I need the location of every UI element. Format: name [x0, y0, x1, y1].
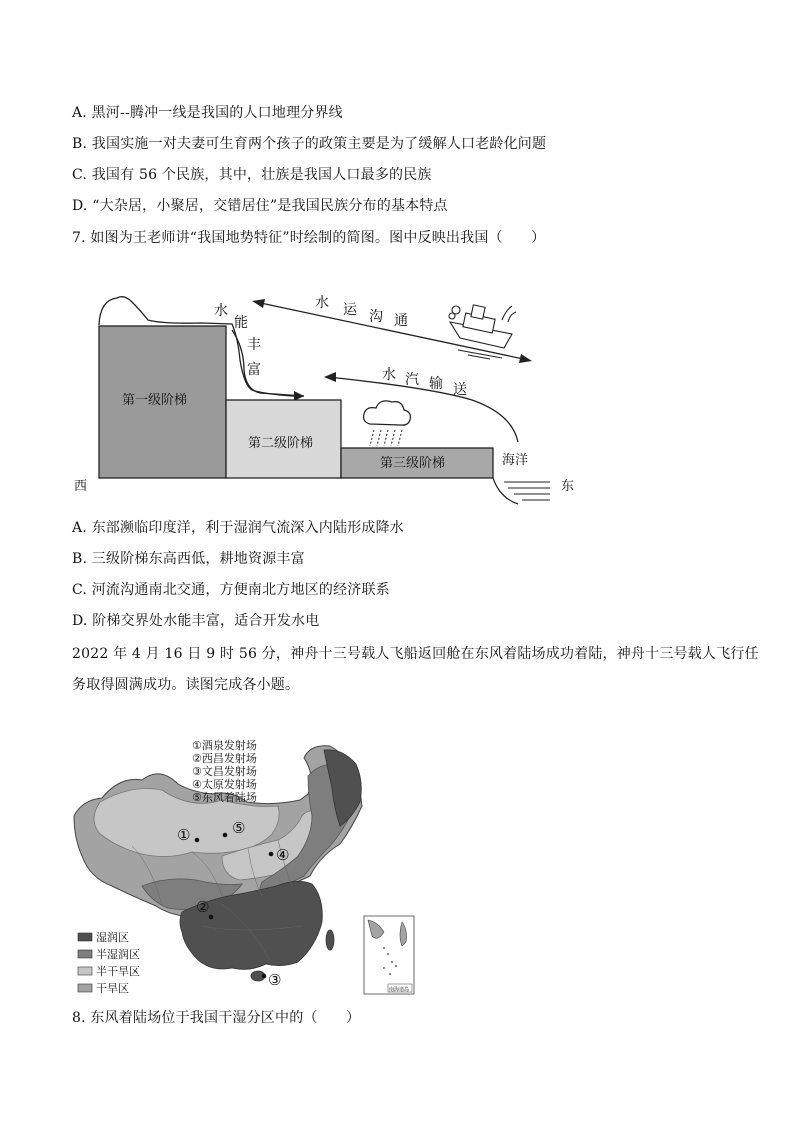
site-marker-5: ⑤: [232, 819, 246, 837]
site-marker-dot-4: [269, 852, 274, 857]
hydro-arrow: [232, 330, 304, 396]
water-transport-char-1: 水: [315, 295, 329, 311]
q7-option-c: C. 河流沟通南北交通，方便南北方地区的经济联系: [72, 582, 390, 598]
site-marker-dot-3: [262, 974, 267, 979]
south-china-sea-inset: [364, 916, 414, 994]
west-label: 西: [74, 479, 88, 494]
water-transport-char-2: 运: [343, 302, 357, 318]
hydro-char-1: 水: [214, 303, 228, 319]
hydro-char-3: 丰: [247, 337, 261, 353]
vapor-char-1: 水: [382, 367, 396, 383]
taiwan-island: [326, 930, 334, 950]
passage-line-1: 2022 年 4 月 16 日 9 时 56 分，神舟十三号载人飞船返回舱在东风着陆场成功着陆，神舟十三号载人飞行任: [72, 646, 759, 662]
rain-cloud-icon: [364, 401, 411, 446]
vapor-char-2: 汽: [405, 372, 419, 388]
step-1-label: 第一级阶梯: [122, 393, 188, 408]
site-legend-1: ①酒泉发射场: [192, 739, 257, 752]
site-marker-dot-5: [223, 833, 228, 838]
q6-option-d: D. “大杂居，小聚居，交错居住”是我国民族分布的基本特点: [72, 198, 448, 214]
q6-option-b: B. 我国实施一对夫妻可生育两个孩子的政策主要是为了缓解人口老龄化问题: [72, 136, 547, 152]
q8-stem: 8. 东风着陆场位于我国干湿分区中的（ ）: [72, 1010, 361, 1026]
site-marker-2: ②: [196, 898, 210, 916]
q6-option-c: C. 我国有 56 个民族，其中，壮族是我国人口最多的民族: [72, 167, 432, 183]
east-label: 东: [561, 479, 575, 494]
site-legend-3: ③文昌发射场: [192, 765, 257, 778]
legend-label-semi-arid: 半干旱区: [96, 965, 140, 978]
legend-swatch-semi-arid: [78, 967, 92, 975]
hydro-char-2: 能: [234, 315, 248, 331]
water-transport-arrowhead-left: [252, 299, 265, 308]
vapor-char-3: 输: [429, 376, 443, 392]
legend-swatch-arid: [78, 984, 92, 992]
hydro-char-4: 富: [247, 362, 261, 378]
water-transport-arrowhead-right: [519, 354, 532, 363]
vapor-char-4: 送: [453, 382, 467, 398]
legend-swatch-humid: [78, 933, 92, 941]
inset-label: 南海诸岛: [389, 987, 410, 993]
site-marker-dot-1: [195, 838, 200, 843]
q6-option-a: A. 黑河--腾冲一线是我国的人口地理分界线: [72, 105, 343, 121]
legend-label-arid: 干旱区: [96, 982, 129, 995]
site-marker-1: ①: [177, 826, 191, 844]
site-marker-3: ③: [268, 971, 282, 989]
ocean-label: 海洋: [502, 453, 529, 468]
site-marker-4: ④: [276, 846, 290, 864]
terrain-staircase-diagram: [72, 290, 592, 505]
vapor-transport-arrow: [328, 377, 518, 442]
legend-label-humid: 湿润区: [96, 931, 129, 944]
q7-stem: 7. 如图为王老师讲“我国地势特征”时绘制的简图。图中反映出我国（ ）: [72, 230, 546, 246]
site-legend-5: ⑤东风着陆场: [192, 791, 257, 804]
q7-option-d: D. 阶梯交界处水能丰富，适合开发水电: [72, 613, 320, 629]
q7-option-b: B. 三级阶梯东高西低，耕地资源丰富: [72, 551, 305, 567]
water-transport-char-3: 沟: [369, 309, 383, 325]
legend-label-semi-humid: 半湿润区: [96, 948, 140, 961]
ocean-waves: [504, 482, 550, 500]
step-2-label: 第二级阶梯: [248, 436, 314, 451]
step-3-label: 第三级阶梯: [380, 456, 446, 471]
q7-option-a: A. 东部濒临印度洋，利于湿润气流深入内陆形成降水: [72, 520, 405, 536]
water-transport-char-4: 通: [394, 313, 408, 329]
site-legend-4: ④太原发射场: [192, 778, 257, 791]
legend-swatch-semi-humid: [78, 950, 92, 958]
site-legend-2: ②西昌发射场: [192, 752, 257, 765]
china-dry-wet-map: [72, 736, 422, 998]
passage-line-2: 务取得圆满成功。读图完成各小题。: [72, 677, 300, 693]
vapor-transport-arrowhead: [324, 372, 336, 382]
